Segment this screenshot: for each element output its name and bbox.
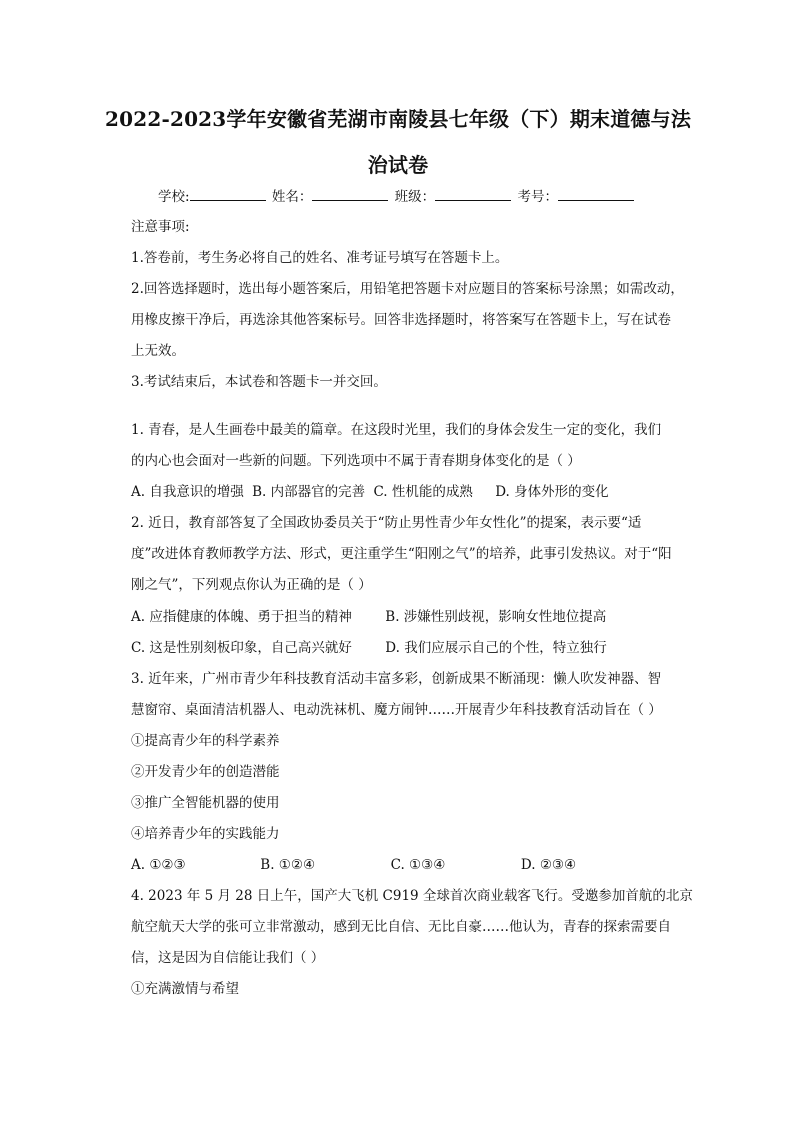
- q1-option-d[interactable]: D. 身体外形的变化: [495, 484, 609, 500]
- q1-options: [131, 482, 609, 502]
- q3-item-3: ③推广全智能机器的使用: [131, 795, 280, 811]
- notice-item-1: 1.答卷前，考生务必将自己的姓名、准考证号填写在答题卡上。: [131, 250, 509, 266]
- q3-item-4: ④培养青少年的实践能力: [131, 826, 280, 842]
- title-line-1: 2022-2023学年安徽省芜湖市南陵县七年级（下）期末道德与法: [104, 107, 692, 131]
- q2-options-row-2: [131, 638, 607, 658]
- q4-line-2: 航空航天大学的张可立非常激动，感到无比自信、无比自豪……他认为，青春的探索需要自: [131, 919, 671, 935]
- notice-heading: 注意事项:: [131, 219, 190, 235]
- q2-option-d[interactable]: D. 我们应展示自己的个性，特立独行: [385, 640, 607, 656]
- q4-line-1: 4. 2023 年 5 月 28 日上午，国产大飞机 C919 全球首次商业载客飞行。受邀参加首航的北京: [131, 888, 693, 904]
- q2-option-b[interactable]: B. 涉嫌性别歧视，影响女性地位提高: [385, 609, 607, 625]
- q2-option-a[interactable]: A. 应指健康的体魄、勇于担当的精神: [131, 609, 352, 625]
- name-blank[interactable]: [312, 188, 388, 201]
- q1-option-b[interactable]: B. 内部器官的完善: [252, 484, 366, 500]
- q3-line-1: 3. 近年来，广州市青少年科技教育活动丰富多彩，创新成果不断涌现：懒人吹发神器、智: [131, 671, 662, 687]
- q1-line-1: 1. 青春，是人生画卷中最美的篇章。在这段时光里，我们的身体会发生一定的变化，我们: [131, 422, 662, 438]
- q3-option-a[interactable]: A. ①②③: [131, 857, 186, 873]
- q2-options-row-1: [131, 607, 606, 627]
- q3-option-b[interactable]: B. ①②④: [260, 857, 316, 873]
- q1-option-c[interactable]: C. 性机能的成熟: [373, 484, 473, 500]
- notice-item-3: 3.考试结束后，本试卷和答题卡一并交回。: [131, 374, 387, 390]
- q3-item-1: ①提高青少年的科学素养: [131, 733, 280, 749]
- class-label: 班级：: [394, 189, 436, 205]
- exam-no-label: 考号：: [517, 189, 558, 205]
- q4-line-3: 信，这是因为自信能让我们（ ）: [131, 950, 325, 966]
- q2-line-1: 2. 近日，教育部答复了全国政协委员关于“防止男性青少年女性化”的提案，表示要“适: [131, 515, 642, 531]
- name-label: 姓名：: [271, 189, 313, 205]
- q2-line-3: 刚之气”，下列观点你认为正确的是（ ）: [131, 577, 372, 593]
- notice-item-2-line-2: 用橡皮擦干净后，再选涂其他答案标号。回答非选择题时，将答案写在答题卡上，写在试卷: [131, 312, 671, 328]
- q4-item-1: ①充满激情与希望: [131, 981, 239, 997]
- q1-line-2: 的内心也会面对一些新的问题。下列选项中不属于青春期身体变化的是（ ）: [131, 453, 581, 469]
- school-label: 学校:: [158, 189, 190, 205]
- school-blank[interactable]: [190, 188, 266, 201]
- q3-line-2: 慧窗帘、桌面清洁机器人、电动洗袜机、魔方闹钟……开展青少年科技教育活动旨在（ ）: [131, 702, 662, 718]
- q3-option-c[interactable]: C. ①③④: [390, 857, 446, 873]
- q2-line-2: 度”改进体育教师教学方法、形式，更注重学生“阳刚之气”的培养，此事引发热议。对于“阳: [131, 546, 672, 562]
- class-blank[interactable]: [435, 188, 511, 201]
- q3-options: [131, 855, 576, 875]
- page-title: [98, 96, 698, 188]
- title-line-2: 治试卷: [367, 153, 429, 177]
- q3-item-2: ②开发青少年的创造潜能: [131, 764, 280, 780]
- student-info-row: [0, 185, 794, 205]
- notice-item-2-line-3: 上无效。: [131, 343, 185, 359]
- q1-option-a[interactable]: A. 自我意识的增强: [131, 484, 244, 500]
- q3-option-d[interactable]: D. ②③④: [520, 857, 577, 873]
- notice-item-2-line-1: 2.回答选择题时，选出每小题答案后，用铅笔把答题卡对应题目的答案标号涂黑；如需改动，: [131, 281, 684, 297]
- q2-option-c[interactable]: C. 这是性别刻板印象，自己高兴就好: [131, 640, 352, 656]
- exam-no-blank[interactable]: [558, 188, 634, 201]
